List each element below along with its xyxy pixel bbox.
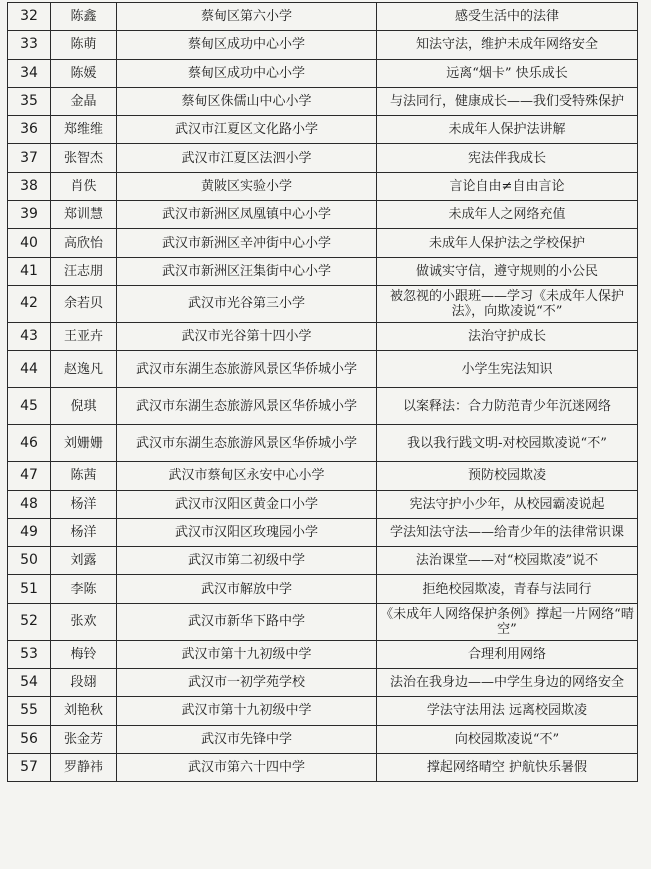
person-name-cell: 金晶 xyxy=(51,87,117,115)
school-name-cell: 武汉市汉阳区黄金口小学 xyxy=(117,490,377,518)
table-row xyxy=(8,490,638,518)
table-row xyxy=(8,116,638,144)
row-number-cell: 37 xyxy=(8,144,51,172)
person-name-cell: 余若贝 xyxy=(51,285,117,322)
row-number-cell: 52 xyxy=(8,603,51,640)
school-name-cell: 武汉市第十九初级中学 xyxy=(117,697,377,725)
row-number-cell: 43 xyxy=(8,322,51,350)
person-name-cell: 刘露 xyxy=(51,547,117,575)
lecture-topic-cell: 法治守护成长 xyxy=(377,322,638,350)
school-name-cell: 武汉市东湖生态旅游风景区华侨城小学 xyxy=(117,388,377,425)
row-number-cell: 35 xyxy=(8,87,51,115)
lecture-topic-cell: 感受生活中的法律 xyxy=(377,3,638,31)
row-number-cell: 50 xyxy=(8,547,51,575)
person-name-cell: 张智杰 xyxy=(51,144,117,172)
school-name-cell: 蔡甸区第六小学 xyxy=(117,3,377,31)
school-name-cell: 武汉市汉阳区玫瑰园小学 xyxy=(117,518,377,546)
row-number-cell: 56 xyxy=(8,725,51,753)
row-number-cell: 36 xyxy=(8,116,51,144)
person-name-cell: 刘姗姗 xyxy=(51,425,117,462)
person-name-cell: 王亚卉 xyxy=(51,322,117,350)
table-row xyxy=(8,547,638,575)
row-number-cell: 47 xyxy=(8,462,51,490)
person-name-cell: 肖佚 xyxy=(51,172,117,200)
person-name-cell: 梅铃 xyxy=(51,640,117,668)
school-name-cell: 武汉市新洲区汪集街中心小学 xyxy=(117,257,377,285)
lecture-topic-cell: 法治在我身边——中学生身边的网络安全 xyxy=(377,669,638,697)
person-name-cell: 郑训慧 xyxy=(51,201,117,229)
person-name-cell: 汪志朋 xyxy=(51,257,117,285)
row-number-cell: 44 xyxy=(8,351,51,388)
lecture-topic-cell: 拒绝校园欺凌，青春与法同行 xyxy=(377,575,638,603)
table-row xyxy=(8,87,638,115)
school-name-cell: 蔡甸区侏儒山中心小学 xyxy=(117,87,377,115)
lecture-topic-cell: 宪法守护小少年，从校园霸凌说起 xyxy=(377,490,638,518)
lecture-topic-cell: 未成年人之网络充值 xyxy=(377,201,638,229)
person-name-cell: 郑维维 xyxy=(51,116,117,144)
school-name-cell: 武汉市新洲区辛冲街中心小学 xyxy=(117,229,377,257)
row-number-cell: 39 xyxy=(8,201,51,229)
row-number-cell: 38 xyxy=(8,172,51,200)
school-name-cell: 黄陂区实验小学 xyxy=(117,172,377,200)
row-number-cell: 40 xyxy=(8,229,51,257)
school-name-cell: 武汉市先锋中学 xyxy=(117,725,377,753)
table-row xyxy=(8,518,638,546)
lecture-topic-cell: 向校园欺凌说“不” xyxy=(377,725,638,753)
lecture-topic-cell: 被忽视的小跟班——学习《未成年人保护法》，向欺凌说“不” xyxy=(377,285,638,322)
table-row xyxy=(8,172,638,200)
lecture-topic-cell: 撑起网络晴空 护航快乐暑假 xyxy=(377,753,638,781)
lecture-topic-cell: 未成年人保护法讲解 xyxy=(377,116,638,144)
lecture-topic-cell: 小学生宪法知识 xyxy=(377,351,638,388)
person-name-cell: 张欢 xyxy=(51,603,117,640)
table-row xyxy=(8,201,638,229)
table-row xyxy=(8,388,638,425)
person-name-cell: 杨洋 xyxy=(51,518,117,546)
school-name-cell: 蔡甸区成功中心小学 xyxy=(117,31,377,59)
person-name-cell: 罗静祎 xyxy=(51,753,117,781)
person-name-cell: 李陈 xyxy=(51,575,117,603)
person-name-cell: 倪琪 xyxy=(51,388,117,425)
row-number-cell: 34 xyxy=(8,59,51,87)
school-name-cell: 武汉市光谷第十四小学 xyxy=(117,322,377,350)
table-row xyxy=(8,669,638,697)
person-name-cell: 杨洋 xyxy=(51,490,117,518)
school-name-cell: 武汉市东湖生态旅游风景区华侨城小学 xyxy=(117,425,377,462)
school-name-cell: 武汉市解放中学 xyxy=(117,575,377,603)
table-row xyxy=(8,59,638,87)
school-name-cell: 武汉市第六十四中学 xyxy=(117,753,377,781)
lecture-topic-cell: 知法守法，维护未成年网络安全 xyxy=(377,31,638,59)
person-name-cell: 陈媛 xyxy=(51,59,117,87)
table-row xyxy=(8,425,638,462)
school-name-cell: 武汉市蔡甸区永安中心小学 xyxy=(117,462,377,490)
row-number-cell: 51 xyxy=(8,575,51,603)
school-name-cell: 武汉市光谷第三小学 xyxy=(117,285,377,322)
lecture-topic-cell: 我以我行践文明-对校园欺凌说“不” xyxy=(377,425,638,462)
entries-table-body xyxy=(8,3,638,782)
entries-table xyxy=(7,2,638,782)
lecture-topic-cell: 学法知法守法——给青少年的法律常识课 xyxy=(377,518,638,546)
school-name-cell: 武汉市第十九初级中学 xyxy=(117,640,377,668)
person-name-cell: 高欣怡 xyxy=(51,229,117,257)
lecture-topic-cell: 言论自由≠自由言论 xyxy=(377,172,638,200)
school-name-cell: 武汉市新洲区凤凰镇中心小学 xyxy=(117,201,377,229)
table-row xyxy=(8,351,638,388)
row-number-cell: 45 xyxy=(8,388,51,425)
school-name-cell: 武汉市一初学苑学校 xyxy=(117,669,377,697)
table-row xyxy=(8,462,638,490)
row-number-cell: 57 xyxy=(8,753,51,781)
table-row xyxy=(8,322,638,350)
table-row xyxy=(8,725,638,753)
row-number-cell: 54 xyxy=(8,669,51,697)
row-number-cell: 48 xyxy=(8,490,51,518)
table-row xyxy=(8,603,638,640)
lecture-topic-cell: 未成年人保护法之学校保护 xyxy=(377,229,638,257)
lecture-topic-cell: 宪法伴我成长 xyxy=(377,144,638,172)
school-name-cell: 武汉市第二初级中学 xyxy=(117,547,377,575)
row-number-cell: 49 xyxy=(8,518,51,546)
table-row xyxy=(8,229,638,257)
row-number-cell: 55 xyxy=(8,697,51,725)
person-name-cell: 陈萌 xyxy=(51,31,117,59)
person-name-cell: 段翃 xyxy=(51,669,117,697)
table-row xyxy=(8,285,638,322)
table-row xyxy=(8,697,638,725)
school-name-cell: 武汉市东湖生态旅游风景区华侨城小学 xyxy=(117,351,377,388)
table-row xyxy=(8,144,638,172)
table-row xyxy=(8,257,638,285)
lecture-topic-cell: 远离“烟卡” 快乐成长 xyxy=(377,59,638,87)
lecture-topic-cell: 预防校园欺凌 xyxy=(377,462,638,490)
document-page xyxy=(7,2,637,782)
school-name-cell: 武汉市新华下路中学 xyxy=(117,603,377,640)
lecture-topic-cell: 以案释法：合力防范青少年沉迷网络 xyxy=(377,388,638,425)
person-name-cell: 陈茜 xyxy=(51,462,117,490)
table-row xyxy=(8,31,638,59)
row-number-cell: 32 xyxy=(8,3,51,31)
table-row xyxy=(8,753,638,781)
school-name-cell: 武汉市江夏区法泗小学 xyxy=(117,144,377,172)
lecture-topic-cell: 与法同行，健康成长——我们受特殊保护 xyxy=(377,87,638,115)
table-row xyxy=(8,575,638,603)
lecture-topic-cell: 学法守法用法 远离校园欺凌 xyxy=(377,697,638,725)
person-name-cell: 刘艳秋 xyxy=(51,697,117,725)
row-number-cell: 42 xyxy=(8,285,51,322)
person-name-cell: 张金芳 xyxy=(51,725,117,753)
lecture-topic-cell: 做诚实守信，遵守规则的小公民 xyxy=(377,257,638,285)
lecture-topic-cell: 《未成年人网络保护条例》撑起一片网络“晴空” xyxy=(377,603,638,640)
row-number-cell: 33 xyxy=(8,31,51,59)
row-number-cell: 46 xyxy=(8,425,51,462)
school-name-cell: 蔡甸区成功中心小学 xyxy=(117,59,377,87)
lecture-topic-cell: 法治课堂——对“校园欺凌”说不 xyxy=(377,547,638,575)
table-row xyxy=(8,3,638,31)
row-number-cell: 53 xyxy=(8,640,51,668)
row-number-cell: 41 xyxy=(8,257,51,285)
school-name-cell: 武汉市江夏区文化路小学 xyxy=(117,116,377,144)
table-row xyxy=(8,640,638,668)
lecture-topic-cell: 合理利用网络 xyxy=(377,640,638,668)
person-name-cell: 赵逸凡 xyxy=(51,351,117,388)
person-name-cell: 陈鑫 xyxy=(51,3,117,31)
